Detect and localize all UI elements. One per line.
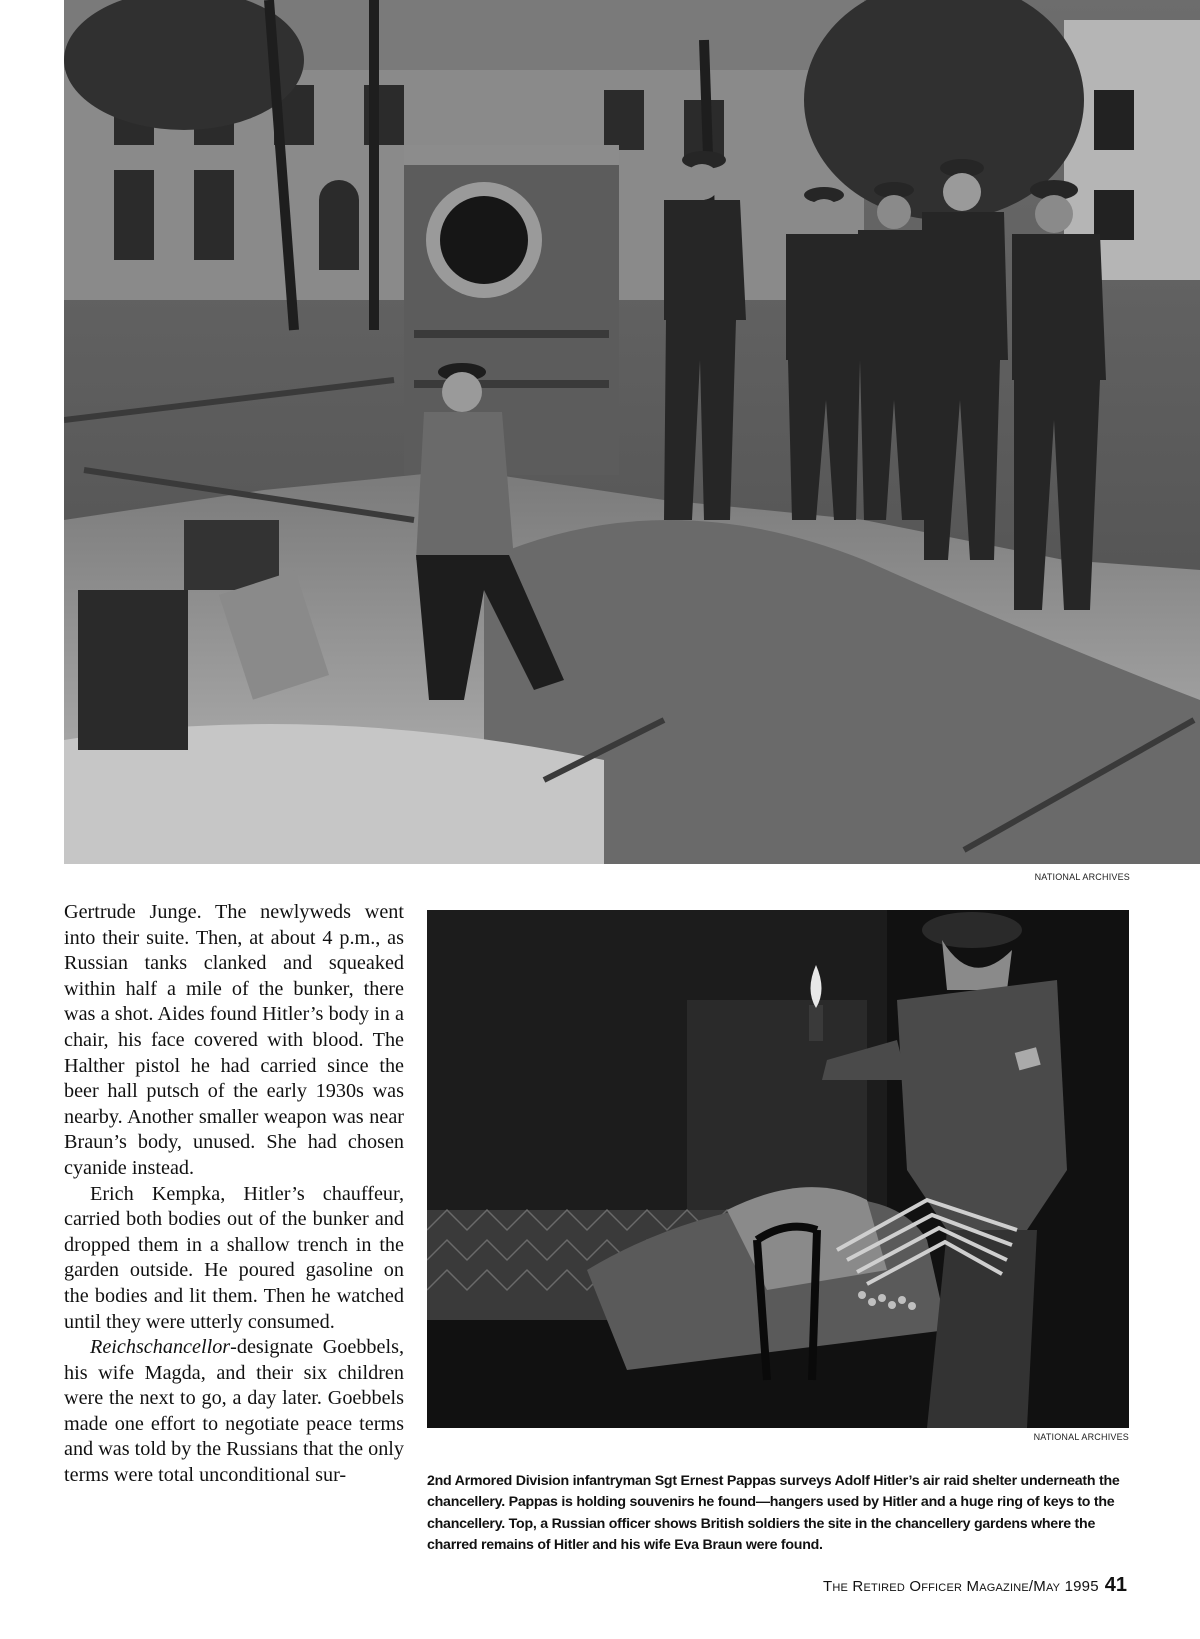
article-column [64, 900, 404, 1489]
top-photo-credit: NATIONAL ARCHIVES [1034, 872, 1130, 882]
publication-name: The Retired Officer Magazine/May 1995 [823, 1578, 1099, 1595]
article-paragraph [64, 1335, 404, 1489]
article-paragraph: Gertrude Junge. The newlyweds went into their suite. Then, at about 4 p.m., as Russian tanks clanked and squeaked within half a mile of the bunker, there was a shot. Aides found Hitler’s body in a chair, his face covered with blood. The Halther pistol he had carried since the beer hall putsch of the early 1930s was nearby. Another smaller weapon was near Braun’s body, unused. She had chosen cyanide instead. [64, 901, 404, 1179]
italic-term: Reichschancellor [90, 1336, 231, 1359]
photo-caption: 2nd Armored Division infantryman Sgt Ernest Pappas surveys Adolf Hitler’s air raid shelter underneath the chancellery. Pappas is holding souvenirs he found—hangers used by Hitler and a huge ring of keys to the chancellery. Top, a Russian officer shows British soldiers the site in the chancellery gardens where the charred remains of Hitler and his wife Eva Braun were found. [427, 1473, 1120, 1554]
top-photo [64, 0, 1200, 864]
article-paragraph-text: -designate Goebbels, his wife Magda, and their six children were the next to go, a day later. Goebbels made one effort to negotiate peace terms and was told by the Russians that the only terms were total unconditional sur- [64, 1336, 404, 1487]
page-number: 41 [1104, 1574, 1127, 1596]
top-photo-image [64, 0, 1200, 864]
article-paragraph: Erich Kempka, Hitler’s chauffeur, carried both bodies out of the bunker and dropped them in a shallow trench in the garden outside. He poured gasoline on the bodies and lit them. Then he watched until they were utterly consumed. [64, 1182, 404, 1333]
bottom-photo-credit: NATIONAL ARCHIVES [1033, 1432, 1129, 1442]
bottom-photo-image [427, 910, 1129, 1428]
page-footer [823, 1574, 1127, 1597]
bottom-photo [427, 910, 1129, 1428]
